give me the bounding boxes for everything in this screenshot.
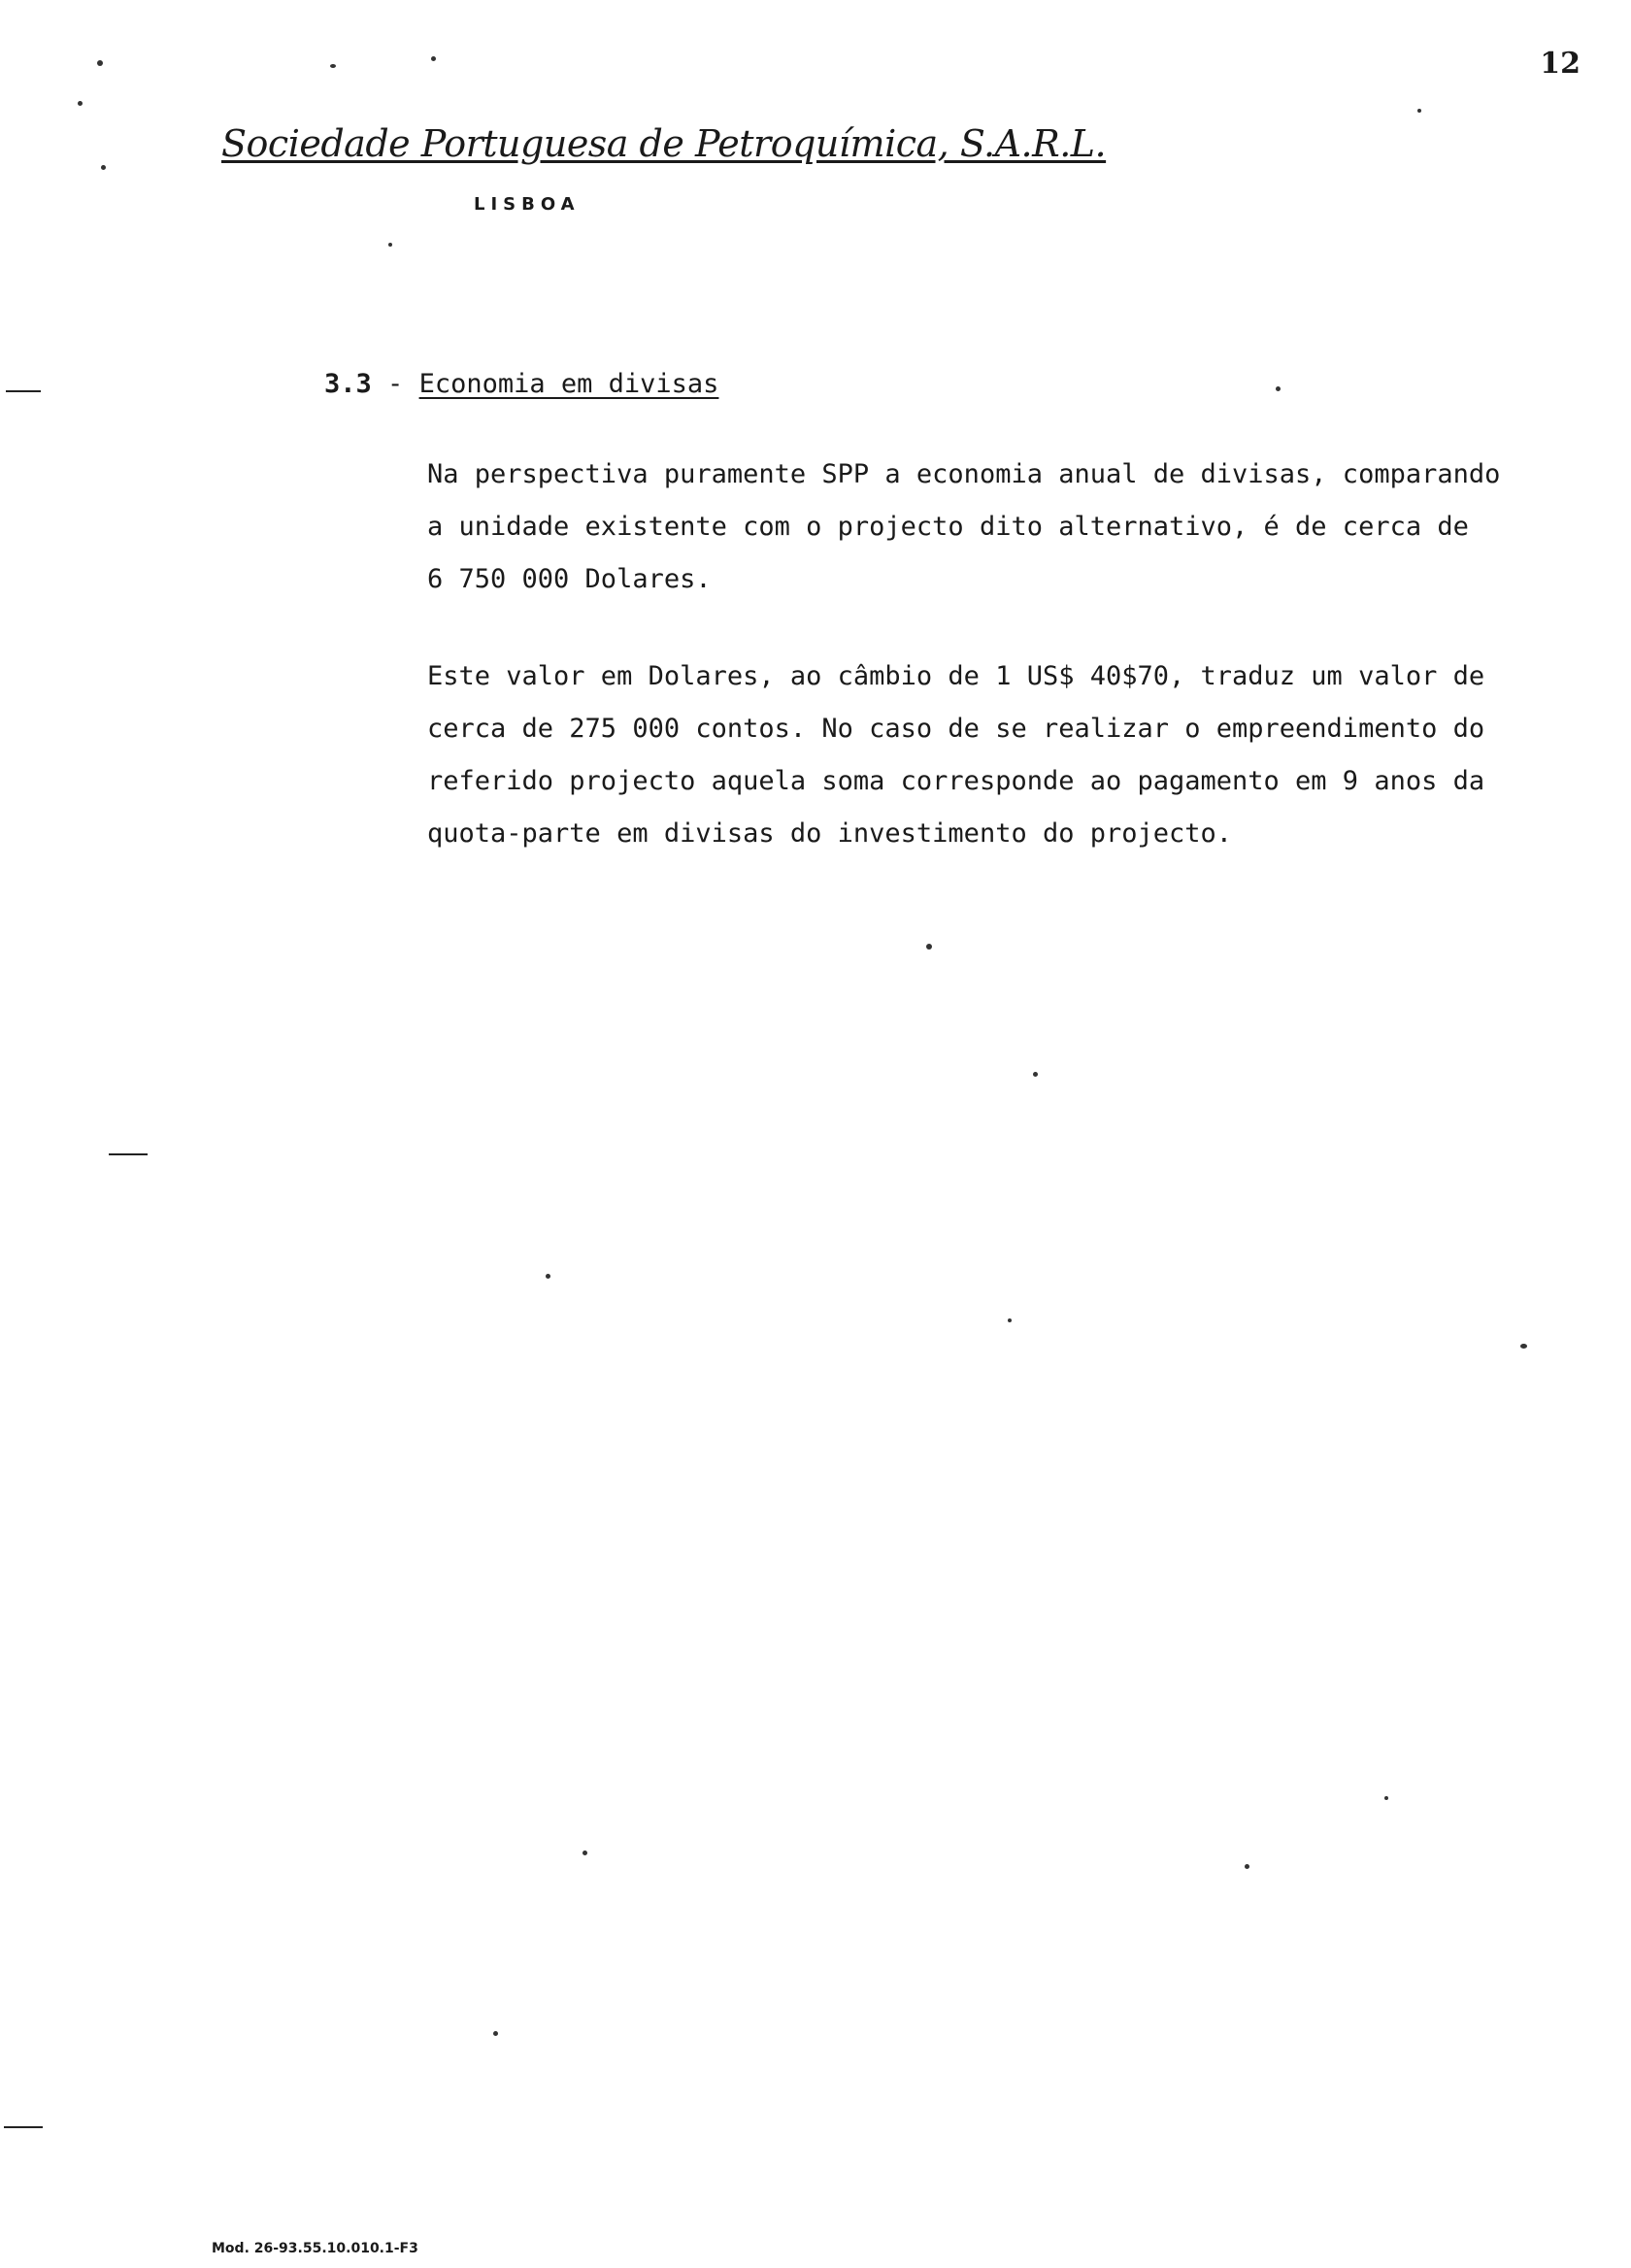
letterhead-company-name: Sociedade Portuguesa de Petroquímica, S.A.R.L.: [221, 122, 1107, 165]
scan-speck: [1417, 109, 1421, 113]
scan-speck: [582, 1851, 587, 1855]
paragraph-line: 6 750 000 Dolares.: [427, 564, 712, 594]
scan-speck: [1384, 1796, 1388, 1800]
left-margin-mark: [109, 1153, 148, 1155]
paragraph-line: Este valor em Dolares, ao câmbio de 1 US$ 40$70, traduz um valor de: [427, 661, 1485, 691]
paragraph-line: a unidade existente com o projecto dito alternativo, é de cerca de: [427, 512, 1469, 542]
paragraph-foreign-currency-savings: [427, 449, 1573, 606]
scan-speck: [78, 101, 83, 106]
section-number: 3.3: [324, 369, 372, 399]
section-title: Economia em divisas: [418, 369, 719, 399]
paragraph-line: Na perspectiva puramente SPP a economia anual de divisas, comparando: [427, 459, 1501, 489]
form-code: Mod. 26-93.55.10.010.1-F3: [212, 2241, 418, 2256]
scan-speck: [1033, 1072, 1038, 1077]
scan-speck: [431, 56, 436, 61]
page-number: 12: [1540, 47, 1581, 81]
scan-speck: [101, 165, 106, 170]
scan-speck: [926, 944, 932, 950]
scan-speck: [1008, 1318, 1012, 1322]
scan-speck: [97, 60, 103, 66]
scan-speck: [388, 243, 392, 247]
scan-speck: [1520, 1344, 1527, 1349]
left-margin-mark: [6, 390, 41, 392]
paragraph-exchange-value: [427, 650, 1573, 860]
scan-speck: [330, 64, 336, 68]
section-heading: [324, 369, 718, 399]
letterhead-city: LISBOA: [474, 194, 581, 215]
left-margin-mark: [4, 2126, 43, 2128]
paragraph-line: cerca de 275 000 contos. No caso de se realizar o empreendimento do: [427, 714, 1485, 744]
scan-speck: [1276, 386, 1281, 391]
paragraph-line: referido projecto aquela soma corresponde ao pagamento em 9 anos da: [427, 766, 1485, 796]
scan-speck: [1245, 1864, 1249, 1869]
scan-speck: [493, 2031, 498, 2036]
section-separator: -: [387, 369, 404, 399]
scan-speck: [546, 1274, 550, 1279]
paragraph-line: quota-parte em divisas do investimento do projecto.: [427, 818, 1233, 849]
